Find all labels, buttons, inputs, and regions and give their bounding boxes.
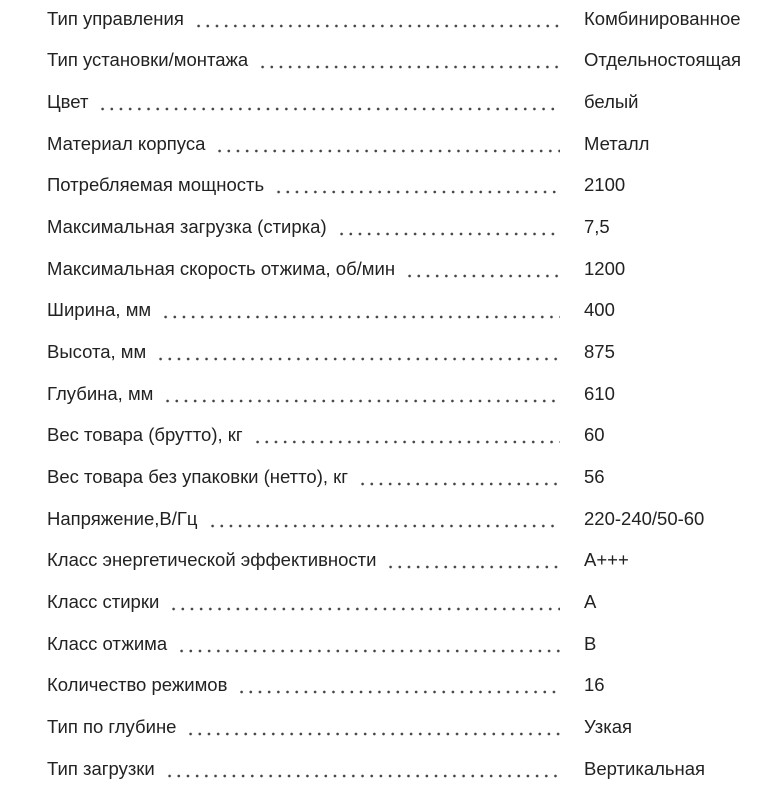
spec-row <box>47 748 767 789</box>
spec-value: Узкая <box>584 715 633 737</box>
spec-row <box>47 373 767 415</box>
spec-label: Материал корпуса <box>47 132 206 154</box>
spec-row <box>47 290 767 332</box>
spec-row <box>47 248 767 290</box>
spec-label-cell <box>47 549 572 571</box>
spec-value: 7,5 <box>584 216 610 238</box>
dot-leader <box>169 592 560 612</box>
spec-label: Цвет <box>47 91 89 113</box>
spec-row <box>47 540 767 582</box>
spec-value: 60 <box>584 424 605 446</box>
spec-row <box>47 581 767 623</box>
dot-leader <box>237 675 560 695</box>
spec-label: Класс отжима <box>47 632 168 654</box>
spec-row <box>47 81 767 123</box>
spec-label: Вес товара без упаковки (нетто), кг <box>47 466 348 488</box>
dot-leader <box>194 9 560 29</box>
spec-label: Класс стирки <box>47 591 160 613</box>
spec-label-cell <box>47 466 572 488</box>
spec-value: Отдельностоящая <box>584 49 742 71</box>
spec-value: 2100 <box>584 174 626 196</box>
dot-leader <box>405 259 560 279</box>
dot-leader <box>163 384 560 404</box>
dot-leader <box>156 342 560 362</box>
spec-value: Комбинированное <box>584 7 741 29</box>
spec-row <box>47 206 767 248</box>
spec-label-cell <box>47 383 572 405</box>
spec-row <box>47 123 767 165</box>
spec-row <box>47 331 767 373</box>
spec-row <box>47 456 767 498</box>
spec-value: 56 <box>584 466 605 488</box>
dot-leader <box>186 717 560 737</box>
spec-row <box>47 623 767 665</box>
spec-value: Металл <box>584 132 650 154</box>
dot-leader <box>258 50 560 70</box>
dot-leader <box>161 300 560 320</box>
dot-leader <box>253 425 560 445</box>
spec-value: 16 <box>584 674 605 696</box>
spec-label: Максимальная загрузка (стирка) <box>47 216 327 238</box>
spec-label-cell <box>47 758 572 780</box>
spec-label: Высота, мм <box>47 341 147 363</box>
spec-label-cell <box>47 8 572 30</box>
spec-row <box>47 40 767 82</box>
dot-leader <box>274 175 560 195</box>
dot-leader <box>337 217 560 237</box>
spec-label-cell <box>47 133 572 155</box>
spec-label-cell <box>47 674 572 696</box>
spec-row <box>47 415 767 457</box>
spec-label-cell <box>47 424 572 446</box>
spec-label: Максимальная скорость отжима, об/мин <box>47 257 396 279</box>
spec-value: A <box>584 591 597 613</box>
spec-label-cell <box>47 633 572 655</box>
spec-value: A+++ <box>584 549 629 571</box>
spec-value: 875 <box>584 341 615 363</box>
dot-leader <box>358 467 560 487</box>
spec-label-cell <box>47 49 572 71</box>
spec-label: Напряжение,В/Гц <box>47 507 198 529</box>
spec-row <box>47 665 767 707</box>
dot-leader <box>177 634 560 654</box>
spec-label-cell <box>47 508 572 530</box>
spec-label-cell <box>47 258 572 280</box>
spec-row <box>47 165 767 207</box>
spec-value: B <box>584 632 597 654</box>
spec-label: Количество режимов <box>47 674 228 696</box>
spec-label-cell <box>47 299 572 321</box>
spec-label-cell <box>47 174 572 196</box>
spec-label-cell <box>47 591 572 613</box>
dot-leader <box>98 92 560 112</box>
spec-label: Потребляемая мощность <box>47 174 265 196</box>
spec-label-cell <box>47 716 572 738</box>
spec-value: 400 <box>584 299 615 321</box>
spec-label: Класс энергетической эффективности <box>47 549 377 571</box>
spec-row <box>47 0 767 40</box>
dot-leader <box>386 550 560 570</box>
spec-value: 220-240/50-60 <box>584 507 705 529</box>
spec-value: белый <box>584 91 639 113</box>
spec-row <box>47 498 767 540</box>
spec-list <box>47 0 767 789</box>
spec-value: 610 <box>584 382 615 404</box>
spec-label: Тип по глубине <box>47 715 177 737</box>
spec-label: Вес товара (брутто), кг <box>47 424 243 446</box>
spec-label: Тип управления <box>47 7 184 29</box>
spec-value: 1200 <box>584 257 626 279</box>
spec-label-cell <box>47 341 572 363</box>
spec-label: Тип загрузки <box>47 757 155 779</box>
spec-label-cell <box>47 216 572 238</box>
spec-row <box>47 706 767 748</box>
spec-label-cell <box>47 91 572 113</box>
spec-label: Ширина, мм <box>47 299 152 321</box>
dot-leader <box>208 509 560 529</box>
spec-label: Тип установки/монтажа <box>47 49 249 71</box>
spec-label: Глубина, мм <box>47 382 154 404</box>
dot-leader <box>165 759 560 779</box>
dot-leader <box>215 134 560 154</box>
spec-value: Вертикальная <box>584 757 706 779</box>
